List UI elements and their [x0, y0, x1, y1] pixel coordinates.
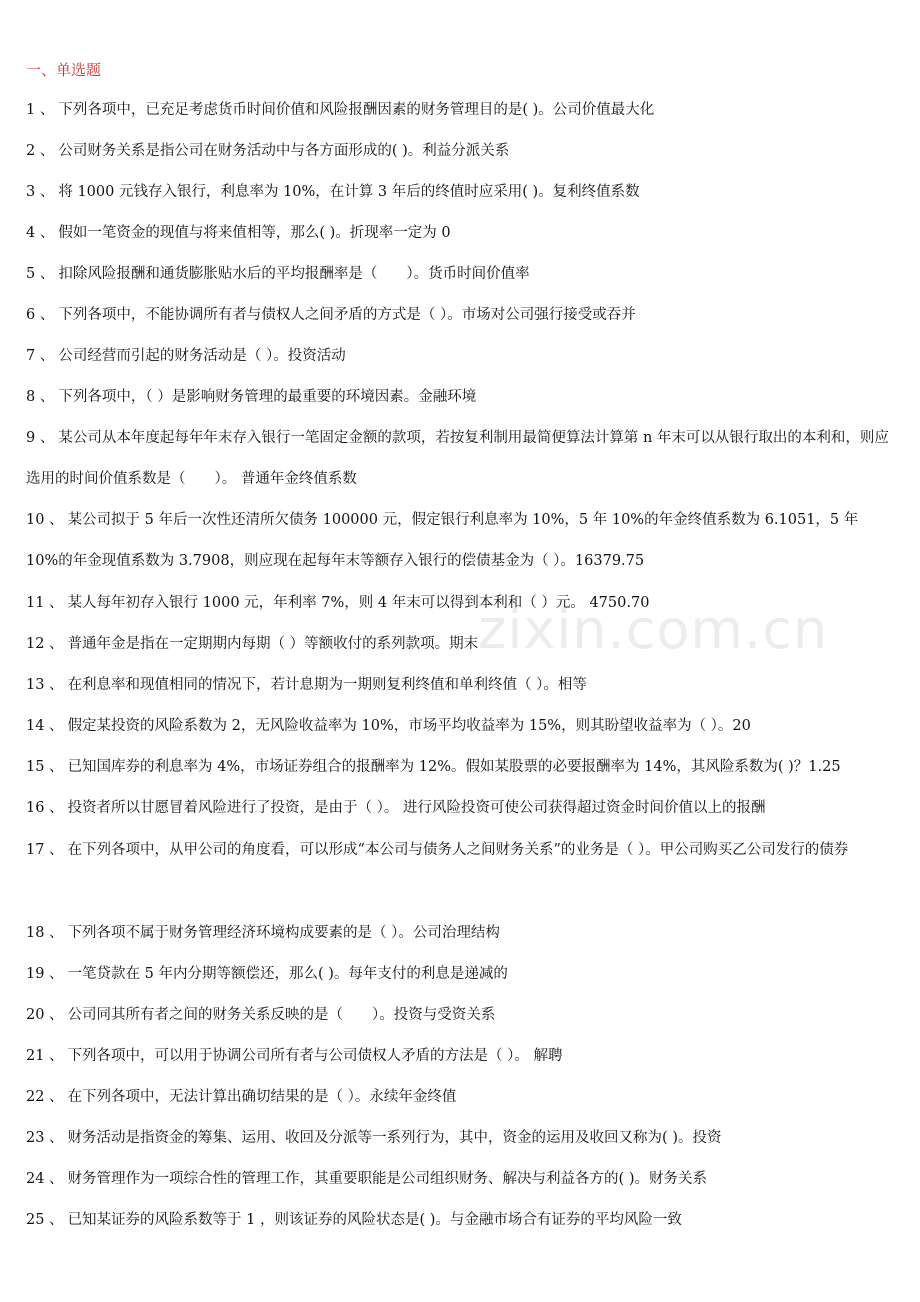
question-text: 假如一笔资金的现值与将来值相等，那么( )。折现率一定为 0	[58, 225, 451, 241]
question-number: 4 、	[26, 225, 55, 241]
question-number: 22 、	[26, 1089, 64, 1105]
question-text: 在下列各项中，从甲公司的角度看，可以形成“本公司与债务人之间财务关系”的业务是（ ）。甲公司购买乙公司发行的债券	[67, 842, 849, 858]
question-item	[26, 377, 894, 418]
question-item	[26, 954, 894, 995]
question-item	[26, 830, 894, 871]
question-text: 某人每年初存入银行 1000 元，年利率 7%，则 4 年末可以得到本利和（ ）元。 4750.70	[67, 595, 650, 611]
question-text: 普通年金是指在一定期期内每期（ ）等额收付的系列款项。期末	[67, 636, 479, 652]
question-item	[26, 295, 894, 336]
question-item	[26, 131, 894, 172]
question-text: 公司同其所有者之间的财务关系反映的是（ ）。投资与受资关系	[67, 1007, 496, 1023]
question-number: 10 、	[26, 512, 64, 528]
question-text: 下列各项中，可以用于协调公司所有者与公司债权人矛盾的方法是（ ）。 解聘	[67, 1048, 563, 1064]
question-number: 17 、	[26, 842, 64, 858]
question-number: 7 、	[26, 348, 55, 364]
question-number: 2 、	[26, 143, 55, 159]
question-number: 9 、	[26, 430, 55, 446]
question-item	[26, 500, 894, 582]
question-text: 投资者所以甘愿冒着风险进行了投资，是由于（ ）。 进行风险投资可使公司获得超过资金时间价值以上的报酬	[67, 800, 766, 816]
question-item	[26, 1159, 894, 1200]
question-text: 公司经营而引起的财务活动是（ ）。投资活动	[58, 348, 346, 364]
question-text: 某公司从本年度起每年年末存入银行一笔固定金额的款项，若按复利制用最简便算法计算第 n 年末可以从银行取出的本利和，则应选用的时间价值系数是（ ）。 普通年金终值系数	[26, 430, 889, 487]
question-number: 1 、	[26, 102, 55, 118]
question-text: 将 1000 元钱存入银行，利息率为 10%，在计算 3 年后的终值时应采用( )。复利终值系数	[58, 184, 640, 200]
question-item	[26, 418, 894, 500]
question-item	[26, 254, 894, 295]
question-item	[26, 90, 894, 131]
question-item	[26, 995, 894, 1036]
question-text: 已知国库券的利息率为 4%，市场证券组合的报酬率为 12%。假如某股票的必要报酬率为 14%，其风险系数为( )？1.25	[67, 759, 841, 775]
question-text: 下列各项不属于财务管理经济环境构成要素的是（ ）。公司治理结构	[67, 925, 500, 941]
question-item	[26, 213, 894, 254]
question-item	[26, 172, 894, 213]
question-text: 扣除风险报酬和通货膨胀贴水后的平均报酬率是（ ）。货币时间价值率	[58, 266, 530, 282]
question-text: 一笔贷款在 5 年内分期等额偿还，那么( )。每年支付的利息是递减的	[67, 966, 508, 982]
question-number: 5 、	[26, 266, 55, 282]
question-item	[26, 1036, 894, 1077]
question-number: 6 、	[26, 307, 55, 323]
question-text: 下列各项中，不能协调所有者与债权人之间矛盾的方式是（ ）。市场对公司强行接受或吞并	[58, 307, 636, 323]
question-number: 11 、	[26, 595, 64, 611]
question-number: 20 、	[26, 1007, 64, 1023]
question-number: 21 、	[26, 1048, 64, 1064]
question-item	[26, 1200, 894, 1241]
question-text: 在利息率和现值相同的情况下，若计息期为一期则复利终值和单利终值（ ）。相等	[67, 677, 587, 693]
question-text: 财务管理作为一项综合性的管理工作，其重要职能是公司组织财务、解决与利益各方的( )。财务关系	[67, 1171, 707, 1187]
question-number: 19 、	[26, 966, 64, 982]
watermark: zixin.com.cn	[478, 598, 829, 661]
question-text: 公司财务关系是指公司在财务活动中与各方面形成的( )。利益分派关系	[58, 143, 510, 159]
question-text: 假定某投资的风险系数为 2，无风险收益率为 10%，市场平均收益率为 15%，则其盼望收益率为（ ）。20	[67, 718, 751, 734]
question-item	[26, 788, 894, 829]
question-text: 下列各项中，（ ）是影响财务管理的最重要的环境因素。金融环境	[58, 389, 477, 405]
question-text: 某公司拟于 5 年后一次性还清所欠债务 100000 元，假定银行利息率为 10%，5 年 10%的年金终值系数为 6.1051，5 年 10%的年金现值系数为 3.7908，则应现在起每年末等额存入银行的偿债基金为（ ）。16379.75	[26, 512, 859, 569]
question-number: 16 、	[26, 800, 64, 816]
question-text: 下列各项中，已充足考虑货币时间价值和风险报酬因素的财务管理目的是( )。公司价值最大化	[58, 102, 655, 118]
section-title: 一、单选题	[26, 61, 102, 79]
question-item	[26, 1077, 894, 1118]
question-item	[26, 706, 894, 747]
question-number: 3 、	[26, 184, 55, 200]
question-number: 18 、	[26, 925, 64, 941]
question-number: 13 、	[26, 677, 64, 693]
question-number: 25 、	[26, 1212, 64, 1228]
question-text: 已知某证券的风险系数等于 1 ，则该证券的风险状态是( )。与金融市场合有证券的平均风险一致	[67, 1212, 682, 1228]
question-item	[26, 665, 894, 706]
question-item	[26, 1118, 894, 1159]
question-item	[26, 913, 894, 954]
question-number: 8 、	[26, 389, 55, 405]
question-number: 12 、	[26, 636, 64, 652]
question-number: 24 、	[26, 1171, 64, 1187]
question-item	[26, 336, 894, 377]
question-text: 财务活动是指资金的筹集、运用、收回及分派等一系列行为，其中，资金的运用及收回又称为( )。投资	[67, 1130, 722, 1146]
question-number: 15 、	[26, 759, 64, 775]
question-number: 23 、	[26, 1130, 64, 1146]
question-number: 14 、	[26, 718, 64, 734]
question-item	[26, 747, 894, 788]
question-text: 在下列各项中，无法计算出确切结果的是（ ）。永续年金终值	[67, 1089, 457, 1105]
